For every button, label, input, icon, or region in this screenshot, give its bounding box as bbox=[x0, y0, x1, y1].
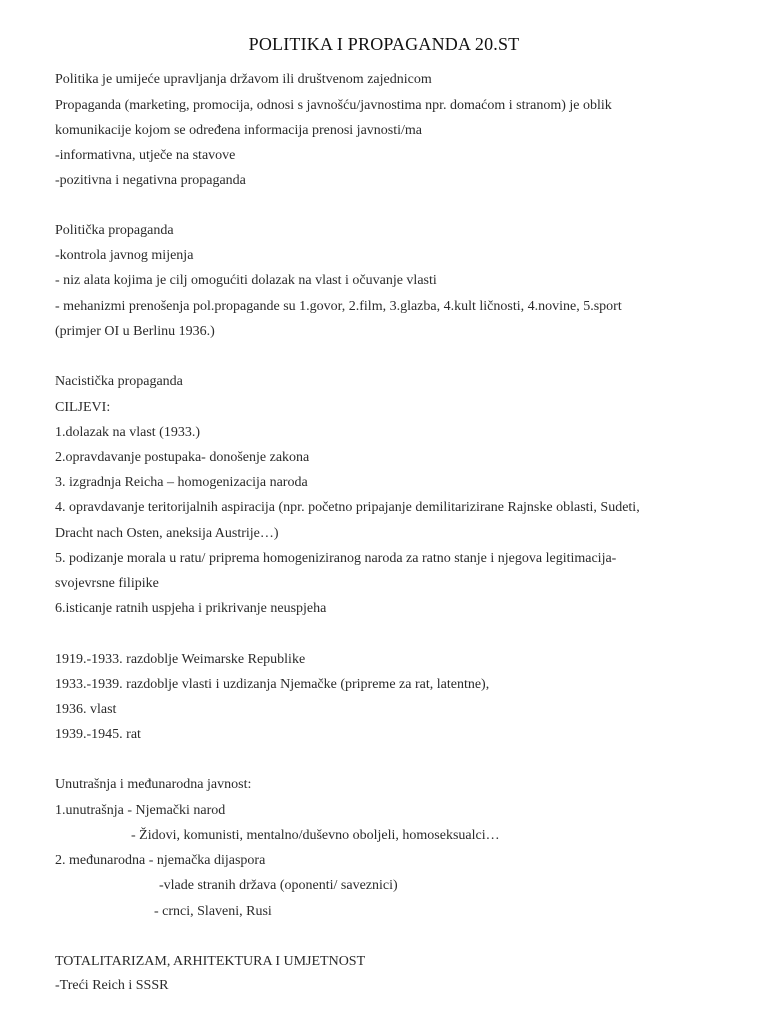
goal-4-line-1: 4. opravdavanje teritorijalnih aspiracija (npr. početno pripajanje demilitarizirane Rajnske oblasti, Sudeti, bbox=[55, 500, 640, 515]
period-2: 1933.-1939. razdoblje vlasti i uzdizanja Njemačke (pripreme za rat, latentne), bbox=[55, 677, 490, 692]
goals-label: CILJEVI: bbox=[55, 400, 111, 415]
publics-internal-2: - Židovi, komunisti, mentalno/duševno oboljeli, homoseksualci… bbox=[131, 828, 500, 843]
political-line-3: - mehanizmi prenošenja pol.propagande su 1.govor, 2.film, 3.glazba, 4.kult ličnosti, 4.novine, 5.sport bbox=[55, 299, 622, 314]
political-line-2: - niz alata kojima je cilj omogućiti dolazak na vlast i očuvanje vlasti bbox=[55, 273, 437, 288]
goal-4-line-2: Dracht nach Osten, aneksija Austrije…) bbox=[55, 526, 279, 541]
publics-international: 2. međunarodna - njemačka dijaspora bbox=[55, 853, 266, 868]
publics-international-3: - crnci, Slaveni, Rusi bbox=[154, 904, 272, 919]
goal-1: 1.dolazak na vlast (1933.) bbox=[55, 425, 201, 440]
totalitarianism-line-1: -Treći Reich i SSSR bbox=[55, 978, 169, 993]
goal-5-line-2: svojevrsne filipike bbox=[55, 576, 159, 591]
goal-3: 3. izgradnja Reicha – homogenizacija naroda bbox=[55, 475, 308, 490]
nazi-heading: Nacistička propaganda bbox=[55, 374, 183, 389]
political-line-1: -kontrola javnog mijenja bbox=[55, 248, 194, 263]
intro-line-3: komunikacije kojom se određena informacija prenosi javnosti/ma bbox=[55, 123, 423, 138]
intro-line-4: -informativna, utječe na stavove bbox=[55, 148, 236, 163]
period-3: 1936. vlast bbox=[55, 702, 117, 717]
intro-line-1: Politika je umijeće upravljanja državom ili društvenom zajednicom bbox=[55, 72, 432, 87]
goal-6: 6.isticanje ratnih uspjeha i prikrivanje neuspjeha bbox=[55, 601, 327, 616]
period-4: 1939.-1945. rat bbox=[55, 727, 141, 742]
period-1: 1919.-1933. razdoblje Weimarske Republike bbox=[55, 652, 306, 667]
goal-2: 2.opravdavanje postupaka- donošenje zakona bbox=[55, 450, 310, 465]
political-heading: Politička propaganda bbox=[55, 223, 174, 238]
publics-internal: 1.unutrašnja - Njemački narod bbox=[55, 803, 226, 818]
publics-international-2: -vlade stranih država (oponenti/ saveznici) bbox=[159, 878, 398, 893]
intro-line-5: -pozitivna i negativna propaganda bbox=[55, 173, 246, 188]
intro-line-2: Propaganda (marketing, promocija, odnosi s javnošću/javnostima npr. domaćom i stranom) je oblik bbox=[55, 98, 612, 113]
goal-5-line-1: 5. podizanje morala u ratu/ priprema homogeniziranog naroda za ratno stanje i njegova legitimacija- bbox=[55, 551, 617, 566]
totalitarianism-heading: TOTALITARIZAM, ARHITEKTURA I UMJETNOST bbox=[55, 954, 366, 969]
page-title: POLITIKA I PROPAGANDA 20.ST bbox=[248, 34, 520, 54]
political-line-4: (primjer OI u Berlinu 1936.) bbox=[55, 324, 215, 339]
publics-heading: Unutrašnja i međunarodna javnost: bbox=[55, 777, 252, 792]
